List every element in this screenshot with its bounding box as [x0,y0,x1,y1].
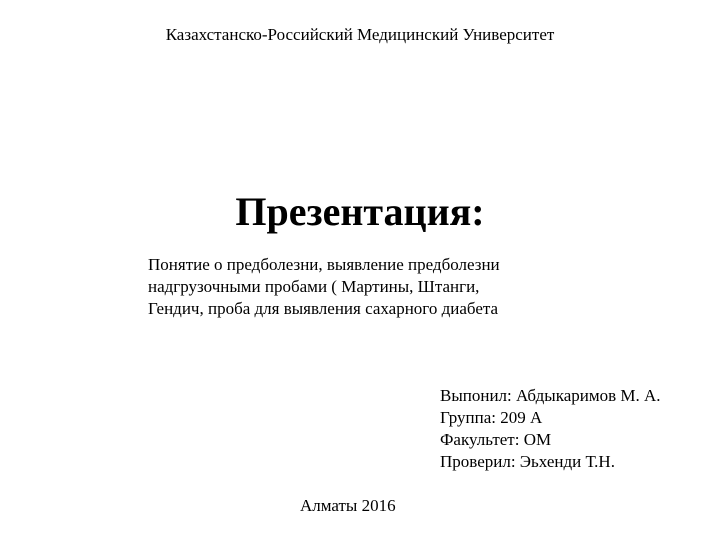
performed-by: Выпонил: Абдыкаримов М. А. [440,386,661,405]
author-credits [440,385,716,473]
topic-line: Гендич, проба для выявления сахарного диабета [148,299,499,318]
topic-line: надгрузочными пробами ( Мартины, Штанги, [148,277,480,296]
group-number: Группа: 209 А [440,408,543,427]
presentation-title: Презентация: [235,189,485,234]
city-year: Алматы 2016 [300,496,396,515]
topic-line: Понятие о предболезни, выявление предболезни [148,255,500,274]
checked-by: Проверил: Эьхенди Т.Н. [440,452,615,471]
topic-description [148,254,588,320]
university-name: Казахстанско-Российский Медицинский Университет [165,25,555,44]
faculty-name: Факультет: ОМ [440,430,552,449]
